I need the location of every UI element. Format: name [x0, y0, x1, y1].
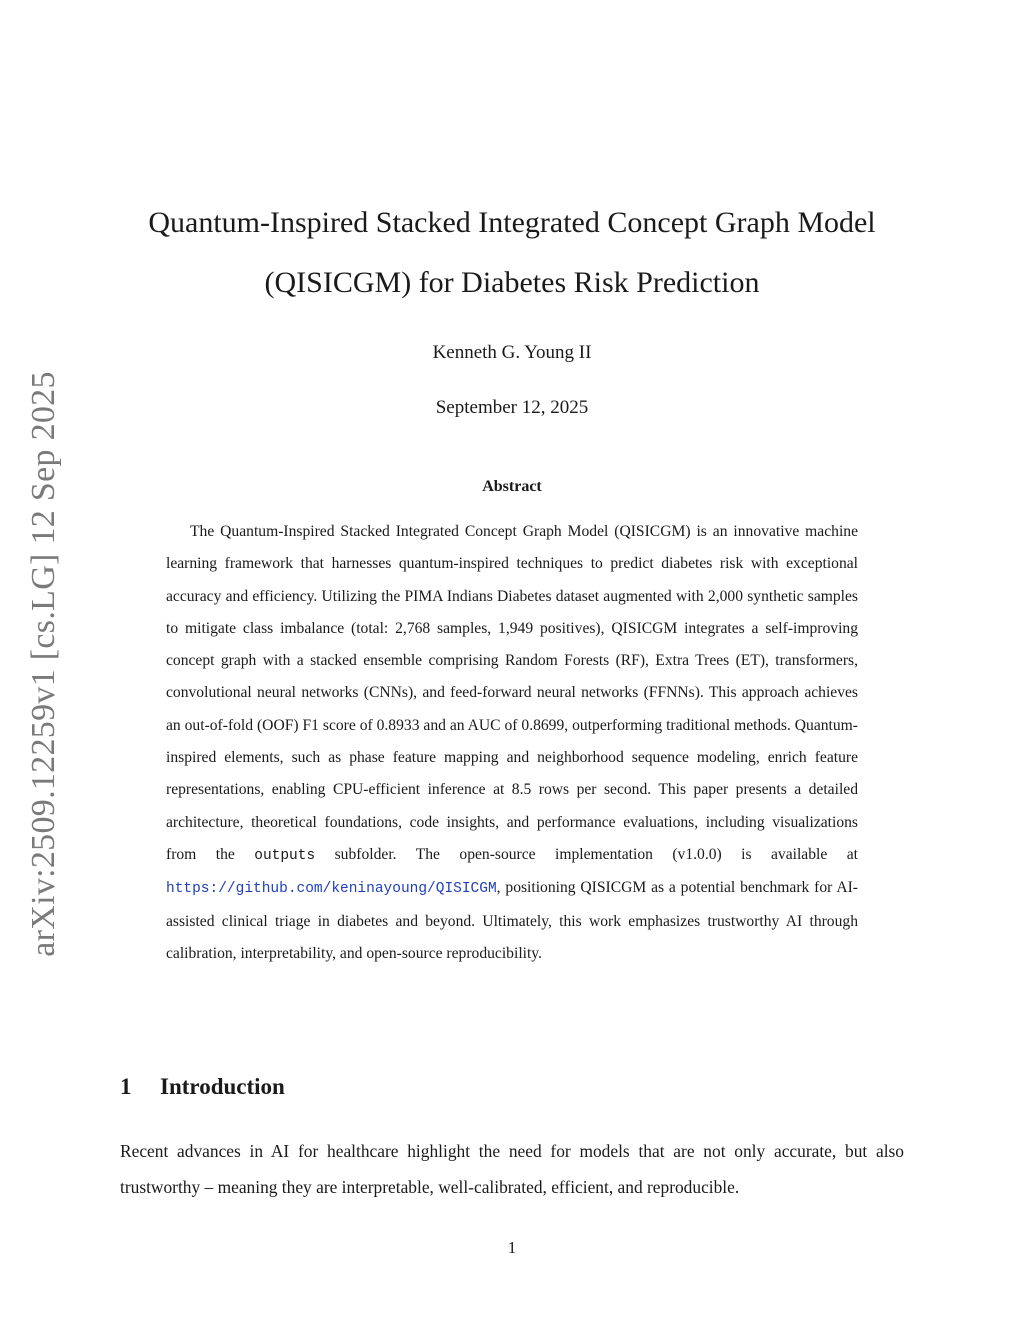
section-title: Introduction	[160, 1074, 285, 1099]
section-number: 1	[120, 1074, 132, 1099]
author-name: Kenneth G. Young II	[432, 342, 592, 363]
arxiv-identifier-stamp: arXiv:2509.12259v1 [cs.LG] 12 Sep 2025	[25, 371, 62, 957]
page-number: 1	[507, 1238, 517, 1257]
publication-date: September 12, 2025	[435, 397, 589, 418]
abstract-heading: Abstract	[482, 478, 542, 495]
abstract-text-part-1: The Quantum-Inspired Stacked Integrated Concept Graph Model (QISICGM) is an innovative machine learning framework that harnesses quantum-inspired techniques to predict diabetes risk with exceptional accuracy and efficiency. Utilizing the PIMA Indians Diabetes dataset augmented with 2,000 synthetic samples to mitigate class imbalance (total: 2,768 samples, 1,949 positives), QISICGM integrates a self-improving concept graph with a stacked ensemble comprising Random Forests (RF), Extra Trees (ET), transformers, convolutional neural networks (CNNs), and feed-forward neural networks (FFNNs). This approach achieves an out-of-fold (OOF) F1 score of 0.8933 and an AUC of 0.8699, outperforming traditional methods. Quantum-inspired elements, such as phase feature mapping and neighborhood sequence modeling, enrich feature representations, enabling CPU-efficient inference at 8.5 rows per second. This paper presents a detailed architecture, theoretical foundations, code insights, and performance evaluations, including visualizations from the	[166, 523, 858, 863]
paper-title-line-1: Quantum-Inspired Stacked Integrated Concept Graph Model	[148, 206, 876, 239]
github-repository-link[interactable]: https://github.com/keninayoung/QISICGM	[166, 881, 497, 898]
section-heading-introduction	[120, 1074, 285, 1100]
introduction-paragraph: Recent advances in AI for healthcare highlight the need for models that are not only accurate, but also trustworthy – meaning they are interpretable, well-calibrated, efficient, and reproducible.	[120, 1141, 904, 1197]
paper-title-line-2: (QISICGM) for Diabetes Risk Prediction	[264, 266, 760, 299]
abstract-text-part-2: subfolder. The open-source implementation (v1.0.0) is available at	[315, 845, 858, 863]
abstract-text-part-3: , positioning QISICGM as a potential benchmark for AI-assisted clinical triage in diabetes and beyond. Ultimately, this work emphasizes trustworthy AI through calibration, interpretability, and open-source reproducibility.	[166, 879, 858, 962]
abstract-body	[166, 516, 858, 970]
abstract-code-word: outputs	[254, 847, 316, 864]
